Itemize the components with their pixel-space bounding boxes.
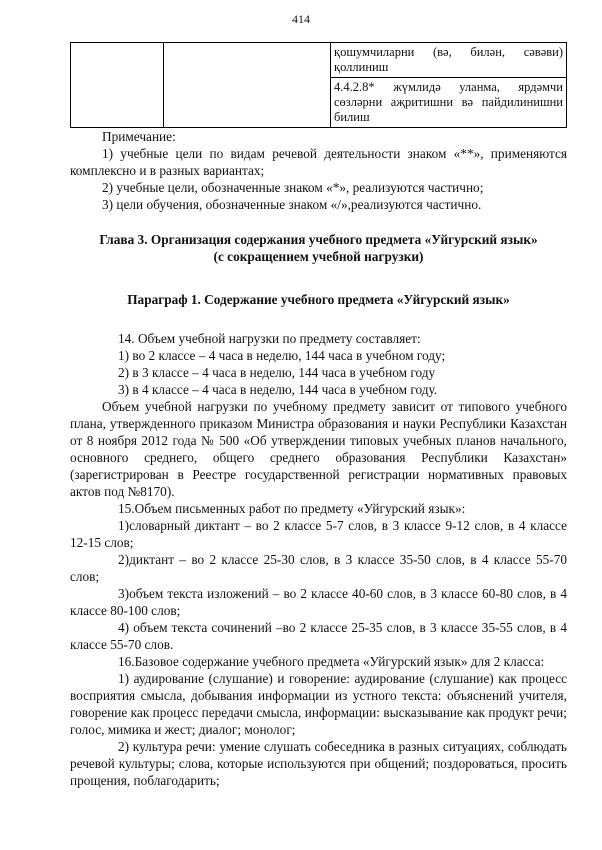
goals-table-fragment (70, 42, 567, 128)
table-cell-empty (164, 43, 331, 128)
table-row (71, 43, 567, 78)
list-item: 2) в 3 классе – 4 часа в неделю, 144 часа в учебном году (118, 365, 436, 380)
list-item: 1) аудирование (слушание) и говорение: аудирование (слушание) как процесс восприятия смысла, добывания информации из устного текста: объяснений учителя, говорение как процесс передачи смысла, информации: высказывание как продукт речи; голос, мимика и жест; диалог; монолог; (70, 671, 567, 737)
note-title: Примечание: (102, 129, 176, 144)
list-item: 1) во 2 классе – 4 часа в неделю, 144 часа в учебном году; (118, 348, 446, 363)
body-paragraph: Объем учебной нагрузки по учебному предмету зависит от типового учебного плана, утвержденного приказом Министра образования и науки Республики Казахстан от 8 ноября 2012 года № 500 «Об утверждении типовых учебных планов начального, основного среднего, общего среднего образования Республики Казахстан» (зарегистрирован в Реестре государственной регистрации нормативных правовых актов под №8170). (70, 399, 567, 499)
body-paragraph: 15.Объем письменных работ по предмету «Уйгурский язык»: (118, 501, 466, 516)
chapter-subheading: (с сокращением учебной нагрузки) (213, 249, 424, 264)
table-cell-empty (71, 43, 164, 128)
table-cell-goal: 4.4.2.8* жүмлидә уланма, ярдәмчи сөзләрни аҗритишни вә пайдилинишни билиш (331, 78, 567, 128)
table-cell-goal: қошумчиларни (вә, билән, сәвәви) қоллиниш (331, 43, 567, 78)
note-item: 3) цели обучения, обозначенные знаком «/»,реализуются частично. (102, 197, 482, 212)
chapter-heading: Глава 3. Организация содержания учебного предмета «Уйгурский язык» (99, 232, 538, 247)
list-item: 2) культура речи: умение слушать собеседника в разных ситуациях, соблюдать речевой культуры; слова, которые используются при общений; поздороваться, просить прощения, поблагодарить; (70, 739, 567, 788)
note-item: 2) учебные цели, обозначенные знаком «*», реализуются частично; (102, 180, 484, 195)
page-number: 414 (292, 12, 310, 26)
list-item: 1)словарный диктант – во 2 классе 5-7 слов, в 3 классе 9-12 слов, в 4 классе 12-15 слов; (70, 518, 567, 550)
list-item: 3)объем текста изложений – во 2 классе 40-60 слов, в 3 классе 60-80 слов, в 4 классе 80-100 слов; (70, 586, 567, 618)
list-item: 4) объем текста сочинений –во 2 классе 25-35 слов, в 3 классе 35-55 слов, в 4 классе 55-70 слов. (70, 620, 567, 652)
list-item: 3) в 4 классе – 4 часа в неделю, 144 часа в учебном году. (118, 382, 438, 397)
body-paragraph: 14. Объем учебной нагрузки по предмету составляет: (118, 331, 421, 346)
note-item: 1) учебные цели по видам речевой деятельности знаком «**», применяются комплексно и в разных вариантах; (70, 146, 567, 178)
page-body (70, 128, 567, 789)
body-paragraph: 16.Базовое содержание учебного предмета «Уйгурский язык» для 2 класса: (118, 654, 545, 669)
list-item: 2)диктант – во 2 классе 25-30 слов, в 3 классе 35-50 слов, в 4 классе 55-70 слов; (70, 552, 567, 584)
paragraph-heading: Параграф 1. Содержание учебного предмета «Уйгурский язык» (127, 292, 510, 307)
